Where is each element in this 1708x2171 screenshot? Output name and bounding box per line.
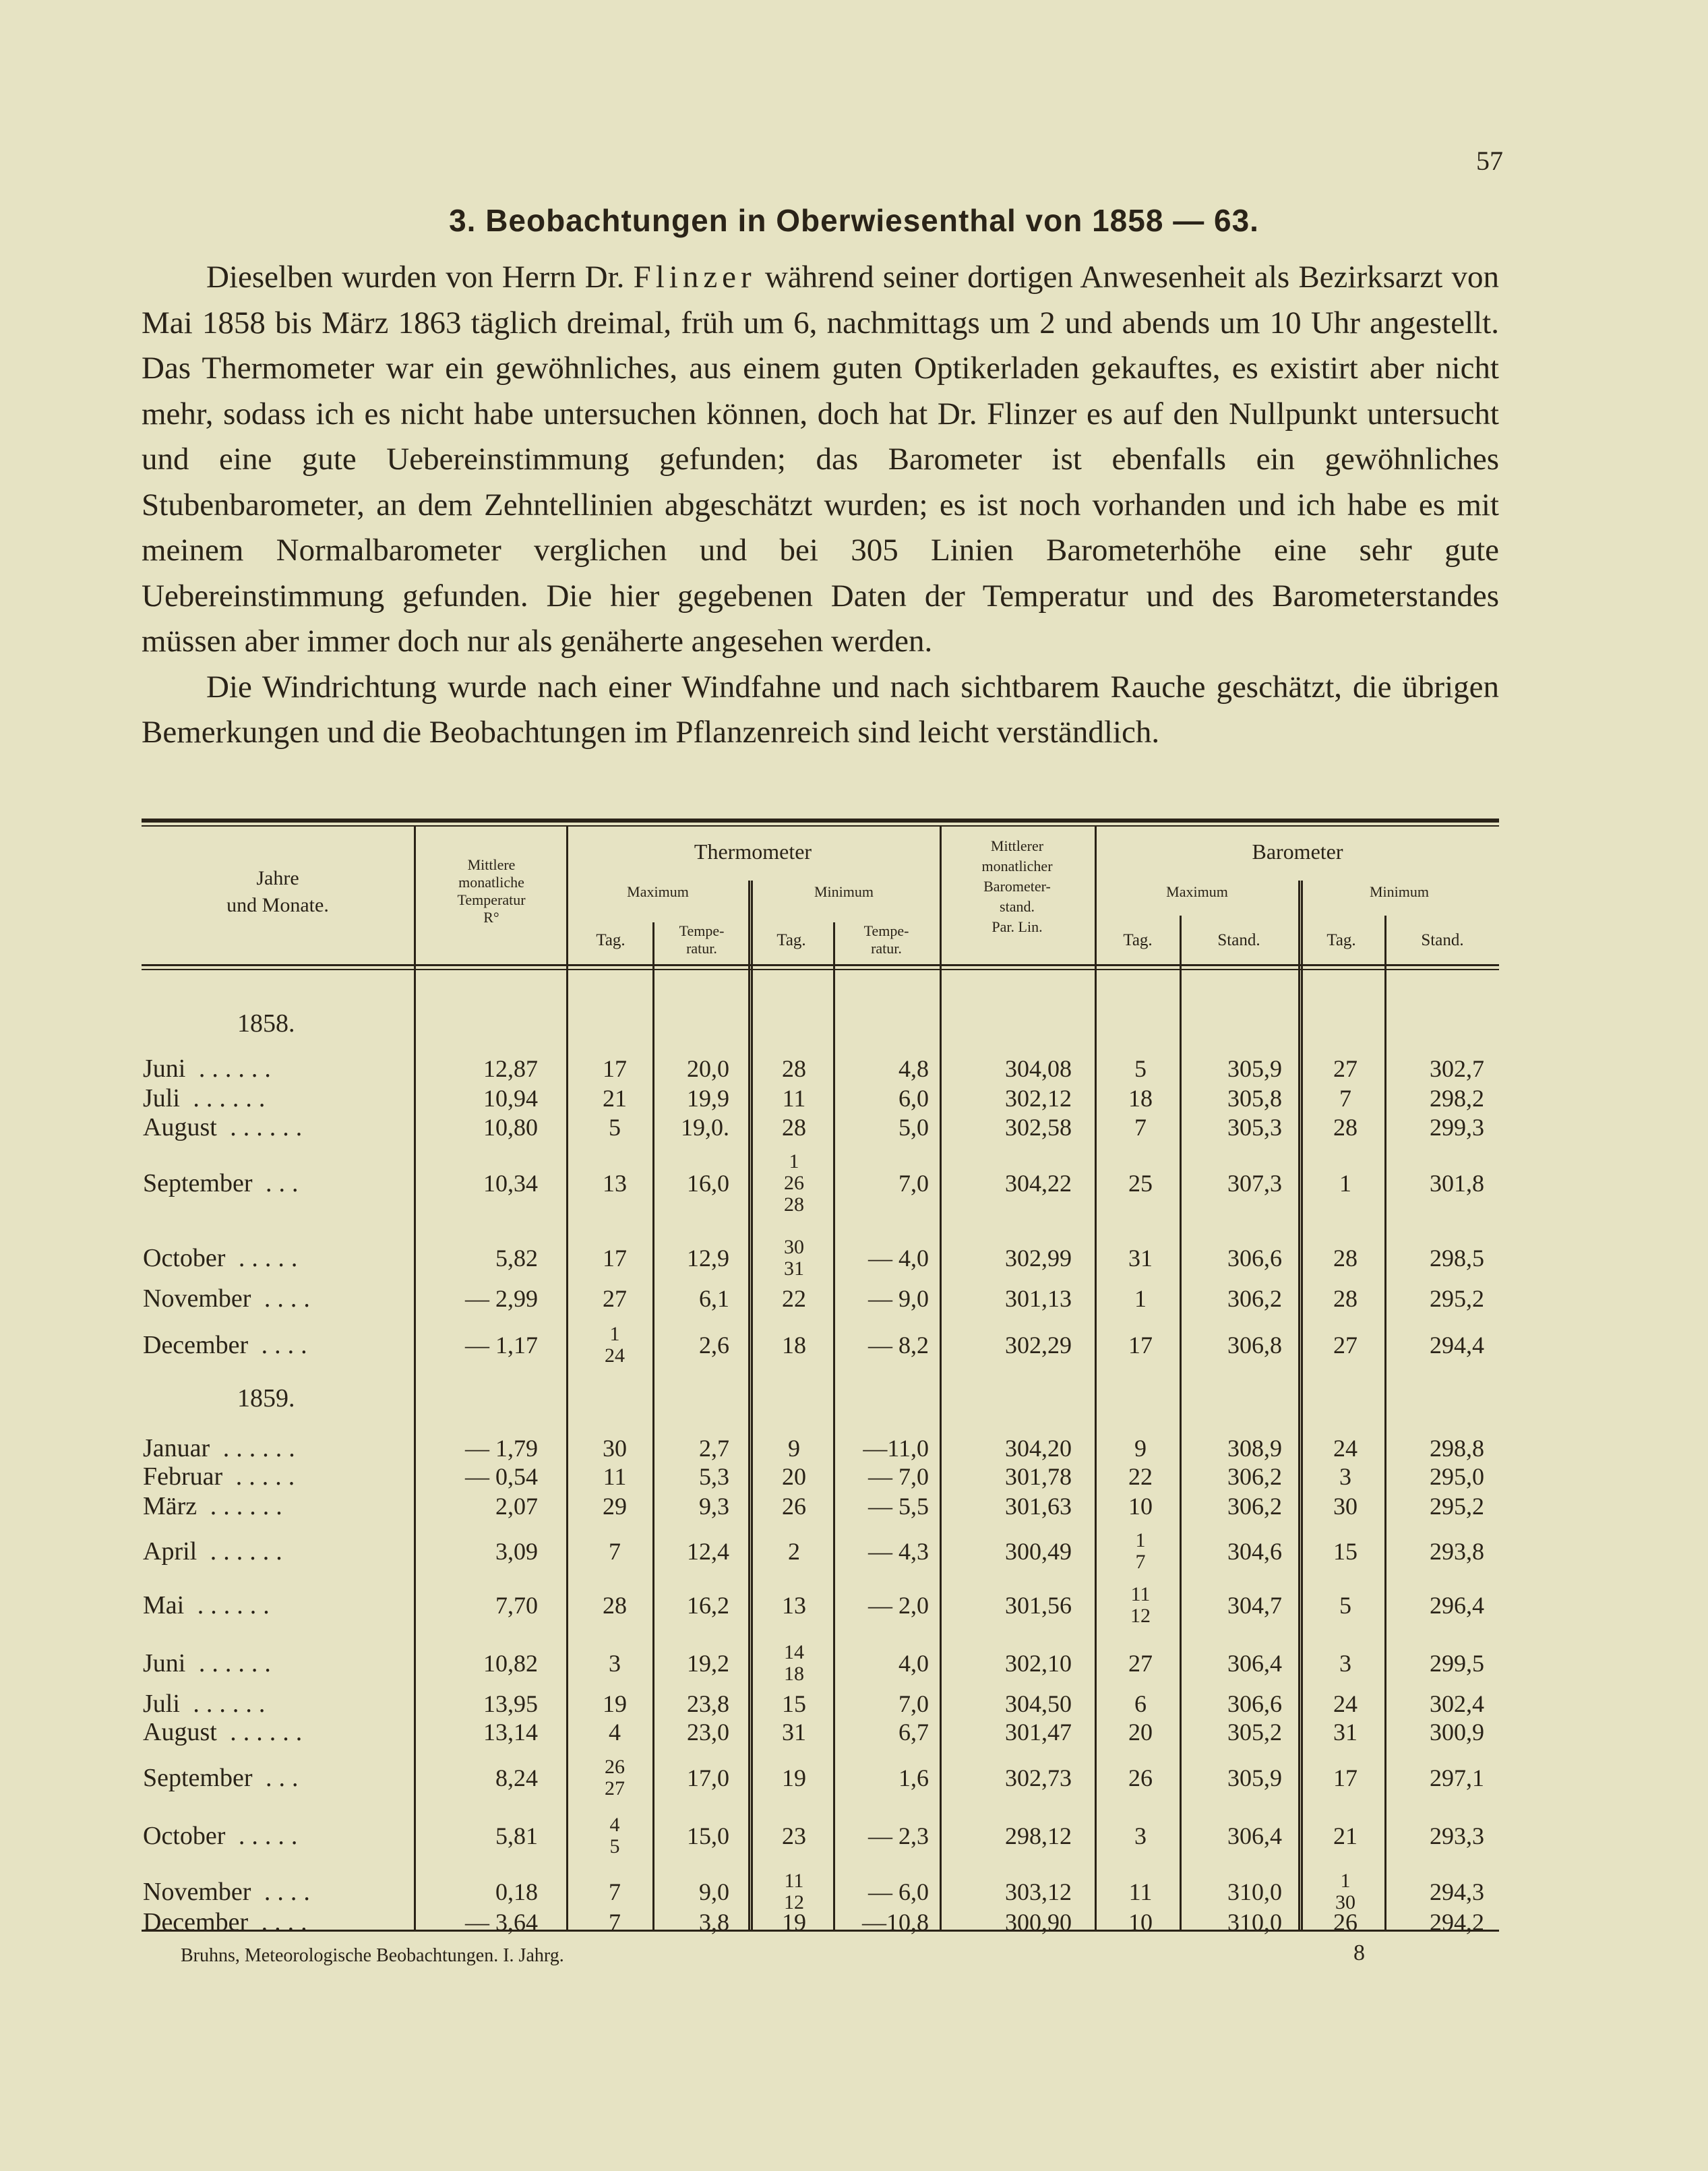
cell-nt: — 9,0 bbox=[868, 1285, 929, 1312]
cell-xt: 12,9 bbox=[687, 1245, 729, 1272]
cell-bnd: 24 bbox=[1333, 1690, 1358, 1717]
cell-bnd: 31 bbox=[1333, 1719, 1358, 1746]
cell-bx: 310,0 bbox=[1227, 1909, 1282, 1936]
cell-bnd: 28 bbox=[1333, 1285, 1358, 1312]
cell-t: — 2,99 bbox=[465, 1285, 538, 1312]
cell-nt: 6,7 bbox=[898, 1719, 929, 1746]
cell-b: 304,20 bbox=[1005, 1435, 1072, 1462]
cell-b: 302,29 bbox=[1005, 1332, 1072, 1359]
cell-nt: 5,0 bbox=[898, 1114, 929, 1141]
cell-xt: 2,7 bbox=[699, 1435, 729, 1462]
header-mittlerer-barometer: Mittlerer monatlicher Barometer- stand. Par. Lin. bbox=[981, 837, 1053, 935]
footer-signature: 8 bbox=[1353, 1940, 1365, 1965]
cell-bn: 293,8 bbox=[1430, 1538, 1484, 1565]
cell-b: 301,78 bbox=[1005, 1463, 1072, 1490]
header-thermo-min-temp: Tempe- ratur. bbox=[863, 922, 909, 957]
cell-bx: 305,8 bbox=[1227, 1085, 1282, 1112]
cell-xd: 29 bbox=[603, 1493, 627, 1520]
row-month-label: September ... bbox=[143, 1764, 305, 1792]
row-month-label: Januar ...... bbox=[143, 1434, 302, 1462]
cell-bx: 310,0 bbox=[1227, 1878, 1282, 1905]
row-month-label: Mai ...... bbox=[143, 1591, 276, 1619]
cell-nd: 26 bbox=[782, 1493, 806, 1520]
cell-xt: 19,9 bbox=[687, 1085, 729, 1112]
header-jahre: Jahre und Monate. bbox=[226, 867, 329, 916]
cell-xt: 12,4 bbox=[687, 1538, 729, 1565]
cell-bnd: 1 bbox=[1339, 1170, 1351, 1197]
cell-bn: 298,5 bbox=[1430, 1245, 1484, 1272]
cell-bx: 306,2 bbox=[1227, 1285, 1282, 1312]
header-thermo-max-tag: Tag. bbox=[596, 931, 626, 949]
cell-bx: 304,6 bbox=[1227, 1538, 1282, 1565]
row-month-label: November .... bbox=[143, 1284, 317, 1313]
cell-nt: 1,6 bbox=[898, 1764, 929, 1791]
header-baro-max-stand: Stand. bbox=[1217, 931, 1260, 949]
cell-nd: 19 bbox=[782, 1764, 806, 1791]
header-mittlere-temperatur: Mittlere monatliche Temperatur R° bbox=[457, 856, 526, 926]
cell-bn: 297,1 bbox=[1430, 1764, 1484, 1791]
cell-xt: 19,0. bbox=[681, 1114, 729, 1141]
cell-nt: — 7,0 bbox=[868, 1463, 929, 1490]
cell-bn: 294,3 bbox=[1430, 1878, 1484, 1905]
table-column-rule bbox=[748, 881, 750, 1930]
cell-xd: 17 bbox=[603, 1055, 627, 1082]
cell-bn: 302,4 bbox=[1430, 1690, 1484, 1717]
cell-b: 301,13 bbox=[1005, 1285, 1072, 1312]
cell-xt: 15,0 bbox=[687, 1822, 729, 1849]
cell-nd: 9 bbox=[788, 1435, 800, 1462]
cell-bnd: 15 bbox=[1333, 1538, 1358, 1565]
cell-b: 304,50 bbox=[1005, 1690, 1072, 1717]
cell-bnd: 5 bbox=[1339, 1592, 1351, 1619]
table-header-rule bbox=[142, 964, 1499, 966]
cell-t: 2,07 bbox=[495, 1493, 538, 1520]
cell-bn: 302,7 bbox=[1430, 1055, 1484, 1082]
cell-xd: 3 bbox=[609, 1650, 621, 1677]
row-month-label: October ..... bbox=[143, 1244, 305, 1272]
paragraph-1: Dieselben wurden von Herrn Dr. Flinzer während seiner dortigen Anwesenheit als Bezirksarzt von Mai 1858 bis März 1863 täglich dreimal, früh um 6, nachmittags um 2 und abends um 10 Uhr angestellt. Das Thermometer war ein gewöhnliches, aus einem guten Optikerladen gekauftes, es existirt aber nicht mehr, sodass ich es nicht habe untersuchen können, doch hat Dr. Flinzer es auf den Nullpunkt untersucht und eine gute Uebereinstimmung gefunden; das Barometer ist ebenfalls ein gewöhnliches Stubenbarometer, an dem Zehntellinien abgeschätzt wurden; es ist noch vorhanden und ich habe es mit meinem Normalbarometer verglichen und bei 305 Linien Barometerhöhe eine sehr gute Uebereinstimmung gefunden. Die hier gegebenen Daten der Temperatur und des Barometerstandes müssen aber immer doch nur als genäherte angesehen werden. bbox=[142, 260, 1499, 659]
cell-b: 304,22 bbox=[1005, 1170, 1072, 1197]
cell-bxd: 20 bbox=[1128, 1719, 1153, 1746]
cell-nd: 2 bbox=[788, 1538, 800, 1565]
table-column-rule bbox=[751, 881, 753, 1930]
cell-bx: 306,8 bbox=[1227, 1332, 1282, 1359]
cell-b: 302,73 bbox=[1005, 1764, 1072, 1791]
cell-bx: 307,3 bbox=[1227, 1170, 1282, 1197]
cell-bn: 295,0 bbox=[1430, 1463, 1484, 1490]
cell-bxd: 5 bbox=[1134, 1055, 1147, 1082]
cell-nd: 31 bbox=[782, 1719, 806, 1746]
cell-xt: 9,3 bbox=[699, 1493, 729, 1520]
cell-nt: — 2,0 bbox=[868, 1592, 929, 1619]
row-month-label: Juli ...... bbox=[143, 1084, 272, 1112]
cell-nd: 14 18 bbox=[784, 1641, 804, 1685]
cell-bnd: 1 30 bbox=[1335, 1870, 1355, 1913]
cell-bnd: 27 bbox=[1333, 1055, 1358, 1082]
cell-bn: 298,8 bbox=[1430, 1435, 1484, 1462]
cell-nt: — 8,2 bbox=[868, 1332, 929, 1359]
cell-bx: 305,9 bbox=[1227, 1764, 1282, 1791]
cell-nt: — 4,3 bbox=[868, 1538, 929, 1565]
cell-bx: 306,4 bbox=[1227, 1822, 1282, 1849]
cell-bx: 308,9 bbox=[1227, 1435, 1282, 1462]
cell-bx: 306,2 bbox=[1227, 1463, 1282, 1490]
table-header-rule-2 bbox=[142, 969, 1499, 970]
cell-bxd: 10 bbox=[1128, 1909, 1153, 1936]
cell-nd: 19 bbox=[782, 1909, 806, 1936]
cell-bxd: 31 bbox=[1128, 1245, 1153, 1272]
page-number: 57 bbox=[1476, 146, 1503, 176]
cell-bn: 295,2 bbox=[1430, 1285, 1484, 1312]
table-column-rule bbox=[1301, 881, 1303, 1930]
cell-xd: 4 bbox=[609, 1719, 621, 1746]
cell-xd: 19 bbox=[603, 1690, 627, 1717]
cell-bnd: 17 bbox=[1333, 1764, 1358, 1791]
cell-t: 10,80 bbox=[483, 1114, 538, 1141]
cell-bn: 296,4 bbox=[1430, 1592, 1484, 1619]
cell-bxd: 18 bbox=[1128, 1085, 1153, 1112]
cell-b: 302,10 bbox=[1005, 1650, 1072, 1677]
cell-xd: 13 bbox=[603, 1170, 627, 1197]
table-column-rule bbox=[566, 827, 568, 1930]
cell-xd: 7 bbox=[609, 1538, 621, 1565]
cell-bxd: 10 bbox=[1128, 1493, 1153, 1520]
cell-xd: 27 bbox=[603, 1285, 627, 1312]
row-month-label: Februar ..... bbox=[143, 1462, 302, 1491]
cell-bn: 293,3 bbox=[1430, 1822, 1484, 1849]
cell-nt: —10,8 bbox=[862, 1909, 929, 1936]
cell-nd: 18 bbox=[782, 1332, 806, 1359]
header-barometer: Barometer bbox=[1252, 839, 1343, 864]
cell-xd: 30 bbox=[603, 1435, 627, 1462]
row-month-label: Juli ...... bbox=[143, 1690, 272, 1718]
cell-bx: 306,6 bbox=[1227, 1690, 1282, 1717]
cell-nd: 15 bbox=[782, 1690, 806, 1717]
header-baro-minimum: Minimum bbox=[1369, 883, 1429, 900]
cell-nd: 1 26 28 bbox=[784, 1150, 804, 1216]
cell-b: 298,12 bbox=[1005, 1822, 1072, 1849]
cell-nt: 4,0 bbox=[898, 1650, 929, 1677]
cell-bxd: 1 bbox=[1134, 1285, 1147, 1312]
cell-t: 10,94 bbox=[483, 1085, 538, 1112]
row-month-label: November .... bbox=[143, 1878, 317, 1906]
cell-bxd: 7 bbox=[1134, 1114, 1147, 1141]
cell-nt: 4,8 bbox=[898, 1055, 929, 1082]
cell-bnd: 28 bbox=[1333, 1245, 1358, 1272]
body-text bbox=[142, 255, 1499, 756]
cell-nt: — 6,0 bbox=[868, 1878, 929, 1905]
cell-bx: 305,9 bbox=[1227, 1055, 1282, 1082]
header-baro-min-stand: Stand. bbox=[1421, 931, 1464, 949]
cell-bxd: 11 12 bbox=[1130, 1583, 1151, 1627]
header-baro-max-tag: Tag. bbox=[1123, 931, 1153, 949]
cell-xd: 21 bbox=[603, 1085, 627, 1112]
cell-xt: 9,0 bbox=[699, 1878, 729, 1905]
cell-bx: 306,2 bbox=[1227, 1493, 1282, 1520]
cell-xt: 2,6 bbox=[699, 1332, 729, 1359]
spaced-name: Flinzer bbox=[633, 260, 756, 295]
cell-xt: 3,8 bbox=[699, 1909, 729, 1936]
cell-bn: 300,9 bbox=[1430, 1719, 1484, 1746]
row-month-label: October ..... bbox=[143, 1822, 305, 1850]
cell-t: 3,09 bbox=[495, 1538, 538, 1565]
cell-xt: 19,2 bbox=[687, 1650, 729, 1677]
cell-t: 8,24 bbox=[495, 1764, 538, 1791]
cell-bxd: 26 bbox=[1128, 1764, 1153, 1791]
cell-xd: 1 24 bbox=[605, 1323, 625, 1367]
cell-bnd: 21 bbox=[1333, 1822, 1358, 1849]
cell-xt: 16,2 bbox=[687, 1592, 729, 1619]
cell-t: — 1,17 bbox=[465, 1332, 538, 1359]
cell-t: 7,70 bbox=[495, 1592, 538, 1619]
cell-nd: 11 12 bbox=[784, 1870, 804, 1913]
cell-b: 302,58 bbox=[1005, 1114, 1072, 1141]
cell-xt: 5,3 bbox=[699, 1463, 729, 1490]
cell-bxd: 6 bbox=[1134, 1690, 1147, 1717]
header-thermo-min-tag: Tag. bbox=[776, 931, 806, 949]
cell-b: 301,63 bbox=[1005, 1493, 1072, 1520]
cell-bxd: 1 7 bbox=[1135, 1529, 1146, 1573]
cell-bn: 299,3 bbox=[1430, 1114, 1484, 1141]
row-month-label: December .... bbox=[143, 1331, 314, 1359]
cell-nd: 28 bbox=[782, 1114, 806, 1141]
cell-bn: 294,4 bbox=[1430, 1332, 1484, 1359]
cell-nt: 6,0 bbox=[898, 1085, 929, 1112]
cell-xd: 5 bbox=[609, 1114, 621, 1141]
cell-nt: — 4,0 bbox=[868, 1245, 929, 1272]
header-baro-maximum: Maximum bbox=[1166, 883, 1228, 900]
cell-nd: 30 31 bbox=[784, 1236, 804, 1280]
cell-xt: 17,0 bbox=[687, 1764, 729, 1791]
cell-bnd: 26 bbox=[1333, 1909, 1358, 1936]
table-top-rule-thin bbox=[142, 825, 1499, 827]
header-thermometer: Thermometer bbox=[694, 839, 812, 864]
cell-b: 304,08 bbox=[1005, 1055, 1072, 1082]
cell-xd: 17 bbox=[603, 1245, 627, 1272]
cell-xt: 6,1 bbox=[699, 1285, 729, 1312]
footer-citation: Bruhns, Meteorologische Beobachtungen. I. Jahrg. bbox=[181, 1945, 564, 1966]
header-thermo-max-temp: Tempe- ratur. bbox=[679, 922, 725, 957]
cell-t: 10,34 bbox=[483, 1170, 538, 1197]
table-column-rule bbox=[414, 827, 416, 1930]
section-heading: 3. Beobachtungen in Oberwiesenthal von 1858 — 63. bbox=[449, 203, 1259, 238]
cell-bnd: 28 bbox=[1333, 1114, 1358, 1141]
cell-b: 301,47 bbox=[1005, 1719, 1072, 1746]
paragraph-2: Die Windrichtung wurde nach einer Windfahne und nach sichtbarem Rauche geschätzt, die übrigen Bemerkungen und die Beobachtungen im Pflanzenreich sind leicht verständlich. bbox=[142, 669, 1499, 750]
cell-xt: 16,0 bbox=[687, 1170, 729, 1197]
cell-bnd: 3 bbox=[1339, 1650, 1351, 1677]
table-column-rule bbox=[1298, 881, 1300, 1930]
header-thermo-minimum: Minimum bbox=[814, 883, 874, 900]
cell-b: 300,49 bbox=[1005, 1538, 1072, 1565]
cell-bnd: 3 bbox=[1339, 1463, 1351, 1490]
table-column-rule bbox=[652, 922, 654, 1930]
cell-t: 5,82 bbox=[495, 1245, 538, 1272]
year-label-1859: 1859. bbox=[237, 1384, 295, 1412]
cell-nd: 23 bbox=[782, 1822, 806, 1849]
cell-bx: 306,6 bbox=[1227, 1245, 1282, 1272]
cell-nt: 7,0 bbox=[898, 1170, 929, 1197]
cell-xd: 26 27 bbox=[605, 1756, 625, 1800]
cell-nt: 7,0 bbox=[898, 1690, 929, 1717]
cell-xd: 28 bbox=[603, 1592, 627, 1619]
cell-bnd: 30 bbox=[1333, 1493, 1358, 1520]
cell-t: — 3,64 bbox=[465, 1909, 538, 1936]
row-month-label: Juni ...... bbox=[143, 1054, 278, 1083]
cell-t: 10,82 bbox=[483, 1650, 538, 1677]
cell-t: 13,14 bbox=[483, 1719, 538, 1746]
cell-bxd: 22 bbox=[1128, 1463, 1153, 1490]
cell-bx: 304,7 bbox=[1227, 1592, 1282, 1619]
cell-bxd: 9 bbox=[1134, 1435, 1147, 1462]
cell-nd: 13 bbox=[782, 1592, 806, 1619]
cell-xd: 4 5 bbox=[609, 1814, 620, 1857]
row-month-label: März ...... bbox=[143, 1492, 289, 1520]
header-baro-min-tag: Tag. bbox=[1326, 931, 1356, 949]
cell-bxd: 25 bbox=[1128, 1170, 1153, 1197]
cell-bxd: 17 bbox=[1128, 1332, 1153, 1359]
row-month-label: Juni ...... bbox=[143, 1649, 278, 1677]
cell-bx: 305,2 bbox=[1227, 1719, 1282, 1746]
cell-bn: 301,8 bbox=[1430, 1170, 1484, 1197]
cell-bxd: 11 bbox=[1128, 1878, 1153, 1905]
cell-nd: 20 bbox=[782, 1463, 806, 1490]
cell-bx: 305,3 bbox=[1227, 1114, 1282, 1141]
cell-nd: 11 bbox=[782, 1085, 806, 1112]
cell-t: 12,87 bbox=[483, 1055, 538, 1082]
cell-nd: 28 bbox=[782, 1055, 806, 1082]
cell-t: — 0,54 bbox=[465, 1463, 538, 1490]
cell-nt: — 2,3 bbox=[868, 1822, 929, 1849]
cell-bnd: 27 bbox=[1333, 1332, 1358, 1359]
table-column-rule bbox=[1095, 827, 1097, 1930]
cell-b: 302,12 bbox=[1005, 1085, 1072, 1112]
cell-bn: 298,2 bbox=[1430, 1085, 1484, 1112]
cell-nt: —11,0 bbox=[863, 1435, 929, 1462]
cell-bnd: 24 bbox=[1333, 1435, 1358, 1462]
year-label-1858: 1858. bbox=[237, 1009, 295, 1038]
cell-nt: — 5,5 bbox=[868, 1493, 929, 1520]
cell-b: 303,12 bbox=[1005, 1878, 1072, 1905]
cell-b: 302,99 bbox=[1005, 1245, 1072, 1272]
cell-xd: 7 bbox=[609, 1909, 621, 1936]
cell-nd: 22 bbox=[782, 1285, 806, 1312]
cell-xd: 11 bbox=[603, 1463, 627, 1490]
row-month-label: December .... bbox=[143, 1908, 314, 1936]
row-month-label: August ...... bbox=[143, 1718, 309, 1746]
cell-bx: 306,4 bbox=[1227, 1650, 1282, 1677]
cell-b: 300,90 bbox=[1005, 1909, 1072, 1936]
row-month-label: April ...... bbox=[143, 1537, 289, 1566]
cell-bn: 294,2 bbox=[1430, 1909, 1484, 1936]
cell-xt: 23,8 bbox=[687, 1690, 729, 1717]
cell-bn: 295,2 bbox=[1430, 1493, 1484, 1520]
cell-bxd: 27 bbox=[1128, 1650, 1153, 1677]
row-month-label: August ...... bbox=[143, 1113, 309, 1141]
cell-bxd: 3 bbox=[1134, 1822, 1147, 1849]
cell-bnd: 7 bbox=[1339, 1085, 1351, 1112]
cell-xd: 7 bbox=[609, 1878, 621, 1905]
cell-xt: 23,0 bbox=[687, 1719, 729, 1746]
table-top-rule bbox=[142, 819, 1499, 823]
row-month-label: September ... bbox=[143, 1169, 305, 1197]
cell-t: 0,18 bbox=[495, 1878, 538, 1905]
cell-t: 5,81 bbox=[495, 1822, 538, 1849]
cell-xt: 20,0 bbox=[687, 1055, 729, 1082]
header-thermo-maximum: Maximum bbox=[627, 883, 689, 900]
cell-bn: 299,5 bbox=[1430, 1650, 1484, 1677]
cell-t: — 1,79 bbox=[465, 1435, 538, 1462]
cell-b: 301,56 bbox=[1005, 1592, 1072, 1619]
cell-t: 13,95 bbox=[483, 1690, 538, 1717]
